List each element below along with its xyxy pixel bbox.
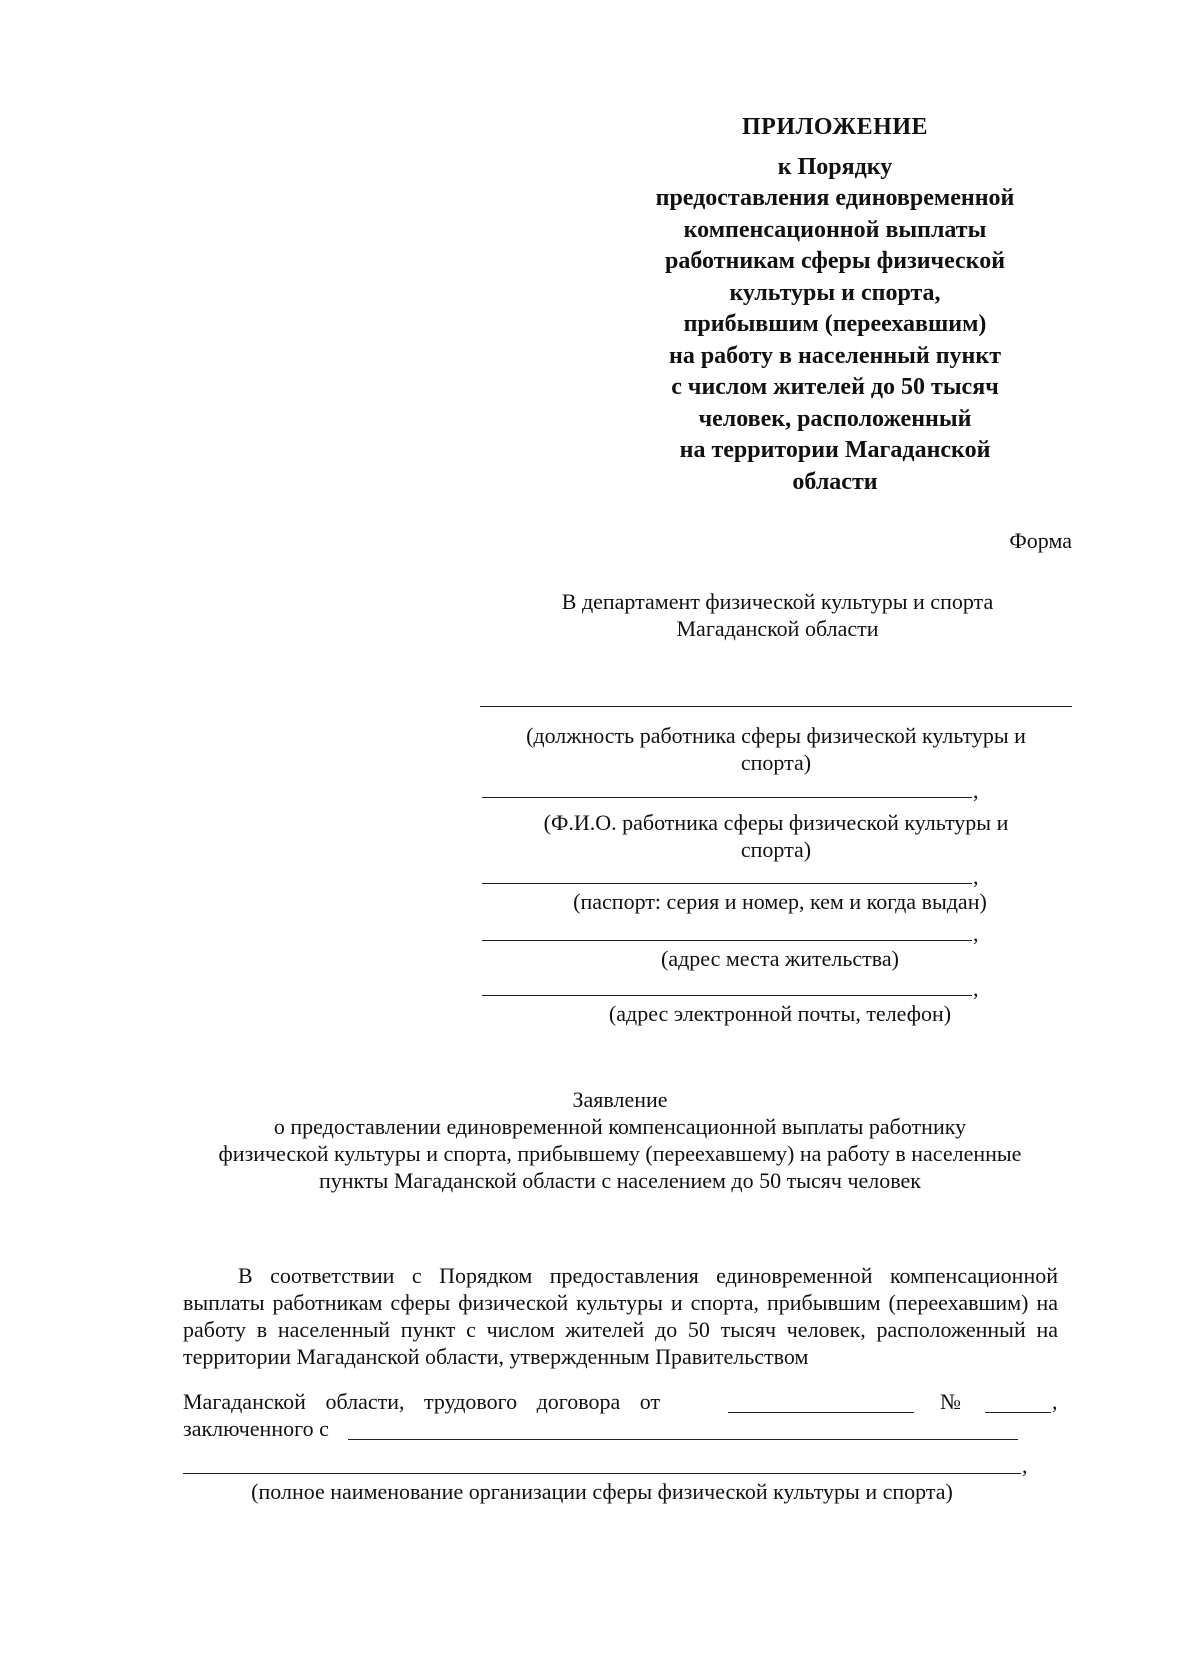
appendix-line: человек, расположенный — [698, 405, 972, 432]
address-field-line[interactable] — [482, 940, 972, 941]
passport-comma: , — [973, 864, 979, 889]
concluded-with-label: заключенного с — [183, 1416, 329, 1441]
passport-caption: (паспорт: серия и номер, кем и когда выдан) — [573, 889, 987, 914]
body-paragraph — [183, 1262, 1058, 1370]
position-caption-line-2: спорта) — [740, 750, 812, 775]
addressee-block — [500, 588, 1055, 642]
addressee-line-1: В департамент физической культуры и спорта — [561, 589, 994, 614]
fio-caption — [480, 809, 1072, 863]
form-label: Форма — [1009, 528, 1072, 553]
organization-comma: , — [1022, 1453, 1028, 1478]
appendix-line: с числом жителей до 50 тысяч — [671, 374, 999, 400]
fio-caption-line-1: (Ф.И.О. работника сферы физической культуры и — [543, 810, 1009, 835]
fio-comma: , — [973, 778, 979, 803]
appendix-line: компенсационной выплаты — [683, 216, 987, 243]
appendix-line: на территории Магаданской — [679, 437, 991, 463]
contract-number-field[interactable] — [985, 1412, 1051, 1413]
appendix-line: предоставления единовременной — [655, 185, 1015, 211]
fio-caption-line-2: спорта) — [740, 837, 812, 862]
passport-field-line[interactable] — [482, 883, 972, 884]
body-paragraph-text: В соответствии с Порядком предоставления единовременной компенсационной выплаты работникам сферы физической культуры и спорта, прибывшим (переехавшим) на работу в населенный пункт с числом жителей до 50 тысяч человек, расположенный на территории Магаданской области, утвержденным Правительством — [183, 1263, 1058, 1369]
appendix-line: прибывшим (переехавшим) — [683, 311, 987, 337]
contact-caption: (адрес электронной почты, телефон) — [608, 1001, 952, 1026]
appendix-line: работникам сферы физической — [664, 248, 1006, 274]
appendix-header — [620, 112, 1050, 498]
statement-line-3: пункты Магаданской области с населением до 50 тысяч человек — [319, 1168, 921, 1193]
statement-title: Заявление — [572, 1087, 668, 1112]
appendix-line: к Порядку — [777, 153, 893, 180]
statement-line-1: о предоставлении единовременной компенсационной выплаты работнику — [273, 1114, 967, 1139]
address-caption: (адрес места жительства) — [661, 946, 899, 971]
appendix-line: области — [792, 468, 878, 495]
statement-heading — [180, 1086, 1060, 1194]
organization-caption: (полное наименование организации сферы физической культуры и спорта) — [251, 1479, 953, 1504]
addressee-line-2: Магаданской области — [676, 616, 879, 641]
appendix-title: ПРИЛОЖЕНИЕ — [741, 114, 929, 140]
contact-comma: , — [973, 976, 979, 1001]
contact-field-line[interactable] — [482, 995, 972, 996]
number-sign: № — [940, 1389, 961, 1414]
fio-field-line[interactable] — [482, 797, 972, 798]
position-caption-line-1: (должность работника сферы физической культуры и — [526, 723, 1026, 748]
organization-field-line[interactable] — [183, 1473, 1021, 1474]
statement-line-2: физической культуры и спорта, прибывшему (переехавшему) на работу в населенные — [218, 1141, 1022, 1166]
concluded-with-field[interactable] — [348, 1439, 1018, 1440]
appendix-line: культуры и спорта, — [729, 279, 941, 306]
position-field-line[interactable] — [480, 706, 1072, 707]
contract-date-field[interactable] — [728, 1412, 914, 1413]
contract-prefix: Магаданской области, трудового договора от — [183, 1389, 661, 1414]
address-comma: , — [973, 921, 979, 946]
position-caption — [480, 722, 1072, 776]
contract-comma: , — [1052, 1389, 1058, 1414]
appendix-line: на работу в населенный пункт — [668, 342, 1001, 369]
